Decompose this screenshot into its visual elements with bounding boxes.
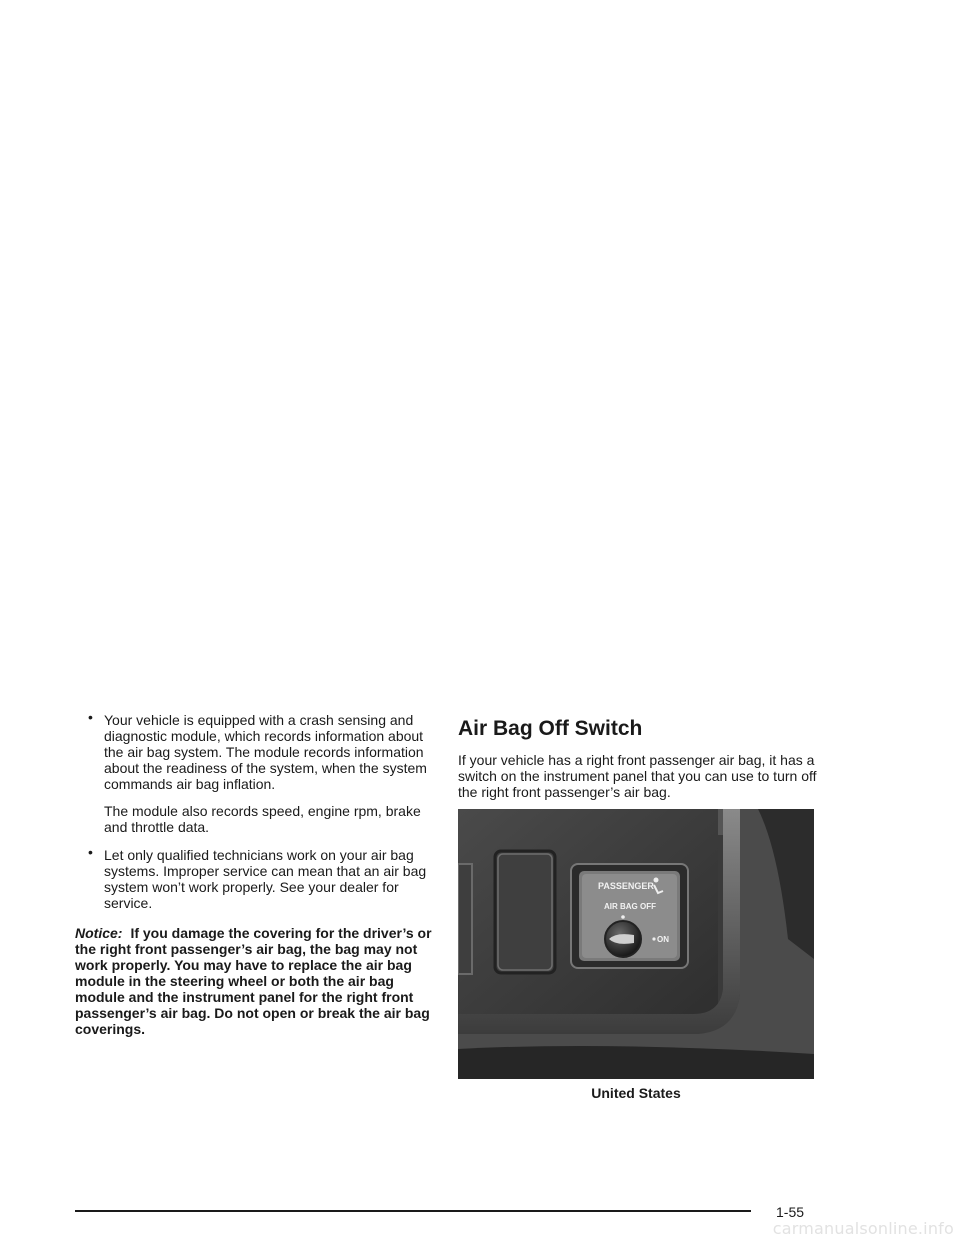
bullet-icon: •	[88, 844, 93, 860]
on-label: ON	[657, 935, 669, 944]
watermark: carmanualsonline.info	[772, 1219, 954, 1238]
bullet-item	[75, 709, 437, 835]
footer-rule	[75, 1210, 751, 1212]
bullet-note: The module also records speed, engine rpm, brake and throttle data.	[104, 803, 421, 835]
passenger-label: PASSENGER	[598, 881, 654, 891]
left-column	[75, 709, 437, 1037]
airbag-switch-photo	[458, 809, 814, 1079]
bullet-text: Let only qualified technicians work on your air bag systems. Improper service can mean that an air bag system won’t work properly. See your dealer for service.	[104, 847, 427, 911]
bullet-item	[75, 844, 437, 911]
airbag-off-label: AIR BAG OFF	[604, 902, 656, 911]
bullet-text: Your vehicle is equipped with a crash sensing and diagnostic module, which records information about the air bag system. The module records information about the readiness of the system, when the system commands air bag inflation.	[104, 712, 427, 792]
notice-paragraph	[75, 925, 437, 1037]
intro-paragraph: If your vehicle has a right front passenger air bag, it has a switch on the instrument panel that you can use to turn off the right front passenger’s air bag.	[458, 752, 817, 800]
right-column	[458, 716, 838, 800]
notice-label: Notice:	[75, 925, 123, 941]
photo-caption: United States	[591, 1085, 681, 1101]
bullet-icon: •	[88, 709, 93, 725]
section-title: Air Bag Off Switch	[458, 717, 643, 740]
page-number: 1-55	[776, 1204, 805, 1220]
notice-text: If you damage the covering for the driver’s or the right front passenger’s air bag, the bag may not work properly. You may have to replace the air bag module in the steering wheel or both the air bag module and the instrument panel for the right front passenger’s air bag. Do not open or break the air bag coverings.	[75, 925, 432, 1037]
